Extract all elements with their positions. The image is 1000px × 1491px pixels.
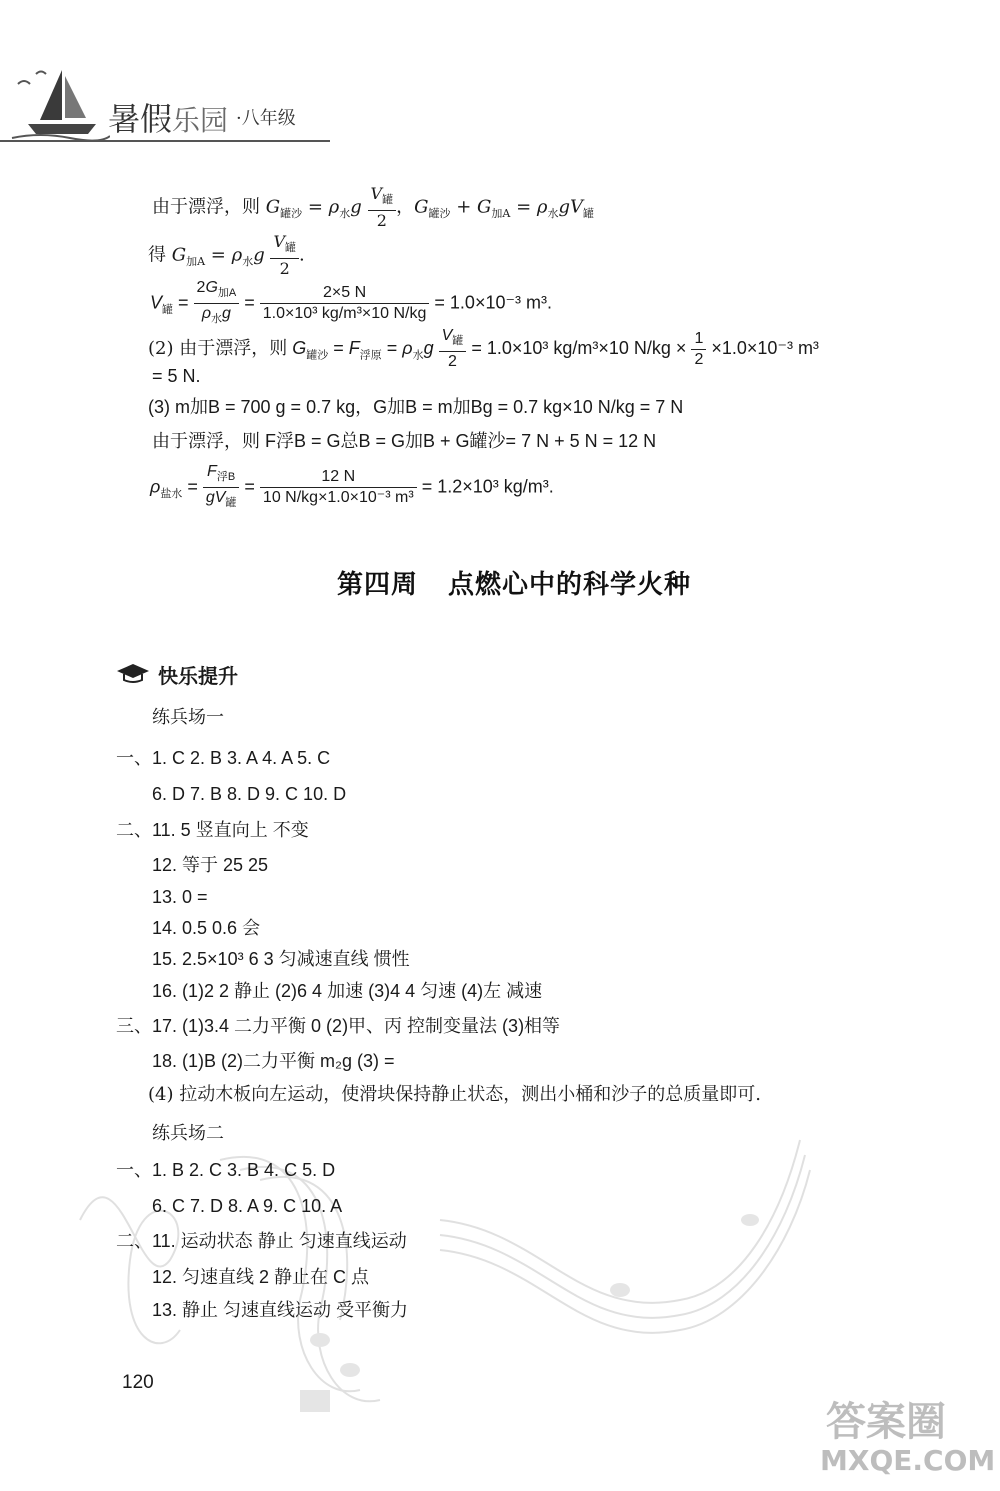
graduation-cap-icon xyxy=(116,662,150,684)
header-grade: ·八年级 xyxy=(236,108,296,129)
frac-l8: $\frac{12 N}{\text{10 N/kg×1.0×10⁻³ m³}}$ xyxy=(260,467,417,508)
p1-line-5: 14. 0.5 0.6 会 xyxy=(152,918,261,938)
subheading: 快乐提升 xyxy=(158,664,238,688)
header-title-light: 乐园 xyxy=(172,104,229,137)
p1-line-0: 一、1. C 2. B 3. A 4. A 5. C xyxy=(116,748,331,768)
calc-l4-text-b: = 1.0×10³ kg/m³×10 N/kg × xyxy=(471,337,687,358)
p1-line-6: 15. 2.5×10³ 6 3 匀减速直线 惯性 xyxy=(152,949,410,969)
p1-line-4: 13. 0 = xyxy=(152,887,208,907)
header-title-bold: 暑假 xyxy=(108,100,173,138)
calc-l2-text: 得 xyxy=(148,244,166,266)
p1-line-10: (4) 拉动木板向左运动，使滑块保持静止状态，测出小桶和沙子的总质量即可. xyxy=(148,1084,761,1105)
p2-line-4: 13. 静止 匀速直线运动 受平衡力 xyxy=(152,1300,409,1320)
section-title-text: 点燃心中的科学火种 xyxy=(448,570,692,600)
frac-v-half-3: $\frac{V_罐}{2}$ xyxy=(439,326,467,372)
sailboat-logo xyxy=(10,62,110,142)
calc-l4-text-a: (2) 由于漂浮，则 xyxy=(148,337,288,359)
frac-l3: $\frac{2\times 5 N}{\text{1.0×10³ kg/m³×10 N/kg}}$ xyxy=(260,283,430,324)
calc-line-1: 由于漂浮，则 $G_{罐沙} = \rho_水g$ $\frac{V_罐}{2}$ ，$G_{罐沙} + G_{加A} = \rho_水gV_罐$ xyxy=(152,184,594,231)
calc-l1-text-b: ， xyxy=(396,196,415,218)
p1-line-3: 12. 等于 25 25 xyxy=(152,855,269,875)
calc-line-7: 由于漂浮，则 F浮B = G总B = G加B + G罐沙= 7 N + 5 N = 12 N xyxy=(152,431,657,451)
calc-l1-text-a: 由于漂浮，则 xyxy=(152,196,260,218)
calc-l4-text-c: ×1.0×10⁻³ m³ xyxy=(711,337,819,358)
calc-l3-result: = 1.0×10⁻³ m³. xyxy=(434,292,552,313)
practice2-label: 练兵场二 xyxy=(152,1123,224,1144)
p2-line-0: 一、1. B 2. C 3. B 4. C 5. D xyxy=(116,1160,336,1180)
practice1-label: 练兵场一 xyxy=(152,707,224,728)
p1-line-2: 二、11. 5 竖直向上 不变 xyxy=(116,820,309,840)
calc-line-6: (3) m加B = 700 g = 0.7 kg，G加B = m加Bg = 0.7 kg×10 N/kg = 7 N xyxy=(148,397,684,417)
frac-one-half: $\frac{1}{2}$ xyxy=(691,329,706,370)
calc-line-3: $V_罐$ = $\frac{2G_{加A}}{\rho_水g}$ = $\frac{2\times 5 N}{\text{1.0×10³ kg/m³×10 N/kg}}$ = 1.0×10⁻³ m³. xyxy=(150,278,552,329)
frac-fg: $\frac{F_{浮B}}{gV_罐}$ xyxy=(203,462,240,513)
calc-line-2: 得 $G_{加A} = \rho_水g$ $\frac{V_罐}{2}$ . xyxy=(148,232,305,279)
calc-line-5: = 5 N. xyxy=(152,366,201,386)
p1-line-9: 18. (1)B (2)二力平衡 m₂g (3) = xyxy=(152,1051,395,1071)
calc-line-4: (2) 由于漂浮，则 $G_{罐沙} = F_{浮原} = \rho_水g$ $\frac{V_罐}{2}$ = 1.0×10³ kg/m³×10 N/kg × $\frac{1}{2}$ ×1.0×10⁻³ m³ xyxy=(148,327,819,371)
header-rule xyxy=(0,140,330,142)
header-title xyxy=(108,94,228,140)
watermark-site: MXQE.COM xyxy=(820,1444,996,1477)
p1-line-1: 6. D 7. B 8. D 9. C 10. D xyxy=(152,784,347,804)
page-number: 120 xyxy=(122,1372,154,1393)
watermark-brand: 答案圈 xyxy=(826,1399,946,1445)
p1-line-8: 三、17. (1)3.4 二力平衡 0 (2)甲、丙 控制变量法 (3)相等 xyxy=(116,1016,561,1036)
calc-line-8: $\rho_{盐水}$ = $\frac{F_{浮B}}{gV_罐}$ = $\frac{12 N}{\text{10 N/kg×1.0×10⁻³ m³}}$ = 1.2×10³ kg/m³. xyxy=(150,462,554,513)
p2-line-1: 6. C 7. D 8. A 9. C 10. A xyxy=(152,1196,343,1216)
frac-v-half-2: $\frac{V_罐}{2}$ xyxy=(270,232,299,279)
section-week: 第四周 xyxy=(337,570,419,600)
frac-v-half: $\frac{V_罐}{2}$ xyxy=(368,184,397,231)
section-title xyxy=(337,564,691,601)
p2-line-3: 12. 匀速直线 2 静止在 C 点 xyxy=(152,1267,370,1287)
p2-line-2: 二、11. 运动状态 静止 匀速直线运动 xyxy=(116,1231,407,1251)
frac-2g: $\frac{2G_{加A}}{\rho_水g}$ xyxy=(194,278,240,329)
calc-l8-result: = 1.2×10³ kg/m³. xyxy=(421,476,554,497)
p1-line-7: 16. (1)2 2 静止 (2)6 4 加速 (3)4 4 匀速 (4)左 减速 xyxy=(152,981,543,1001)
